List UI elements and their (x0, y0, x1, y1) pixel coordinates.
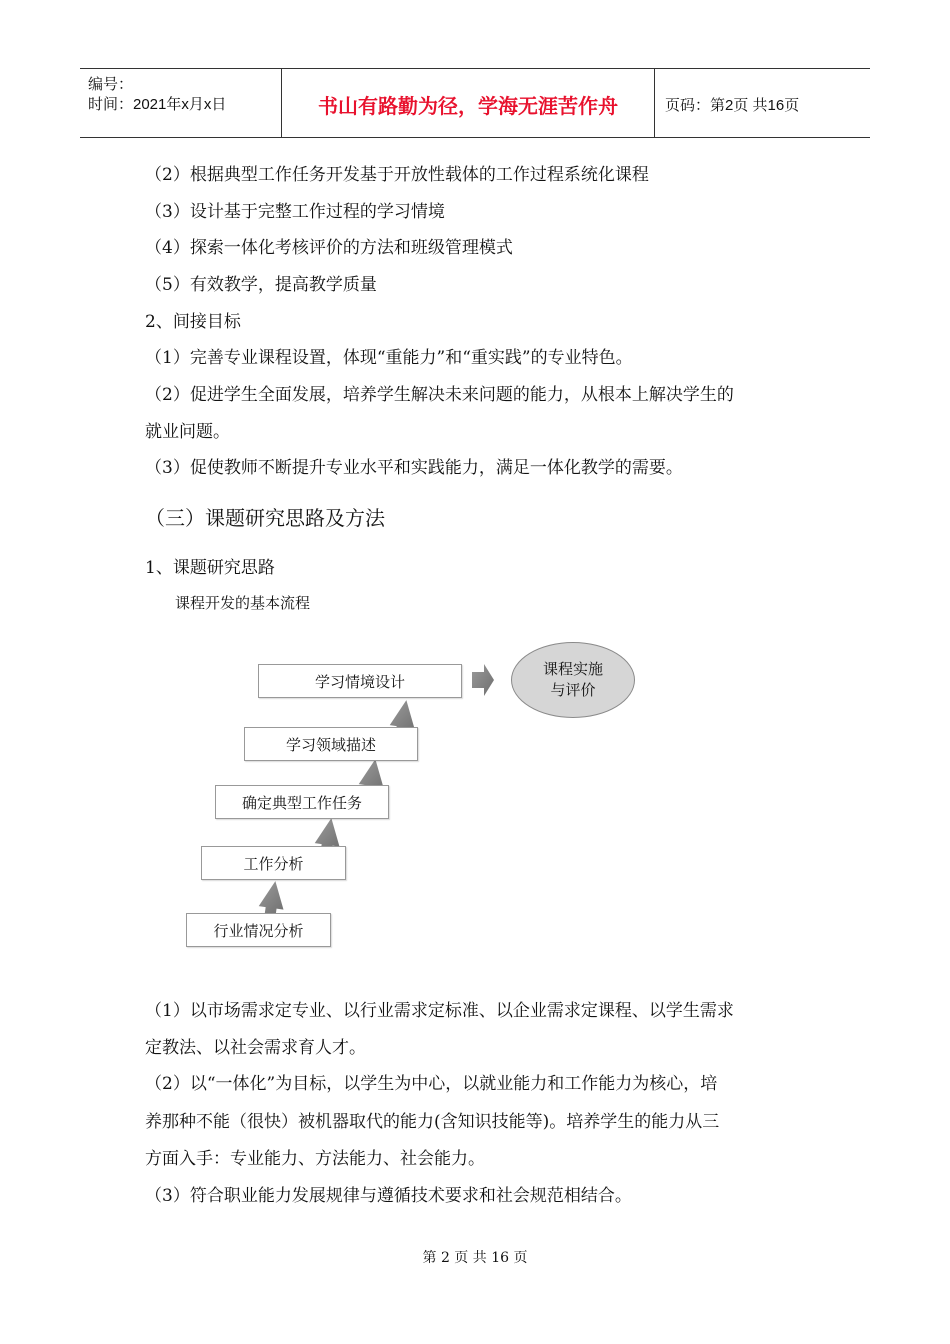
header-motto: 书山有路勤为径，学海无涯苦作舟 (318, 94, 618, 118)
flow-step-work-analysis: 工作分析 (201, 846, 346, 880)
document-time-label: 时间：2021年x月x日 (88, 96, 227, 113)
paragraph: 就业问题。 (145, 422, 230, 442)
diagram-caption: 课程开发的基本流程 (175, 595, 311, 612)
paragraph: （2）根据典型工作任务开发基于开放性载体的工作过程系统化课程 (145, 165, 649, 185)
page-footer: 第 2 页 共 16 页 (422, 1250, 528, 1266)
flow-final-line2: 与评价 (550, 682, 596, 699)
flow-final-step (511, 642, 635, 718)
arrow-up-icon (258, 879, 288, 917)
paragraph: （3）设计基于完整工作过程的学习情境 (145, 202, 445, 222)
subsection-heading: 1、课题研究思路 (145, 558, 275, 578)
paragraph: （3）促使教师不断提升专业水平和实践能力，满足一体化教学的需要。 (145, 458, 683, 478)
paragraph: （3）符合职业能力发展规律与遵循技术要求和社会规范相结合。 (145, 1186, 632, 1206)
flow-step-industry-analysis: 行业情况分析 (186, 913, 331, 947)
flow-step-learning-situation: 学习情境设计 (258, 664, 462, 698)
paragraph: 方面入手：专业能力、方法能力、社会能力。 (145, 1149, 485, 1169)
paragraph: 定教法、以社会需求育人才。 (145, 1038, 366, 1058)
section-heading: （三）课题研究思路及方法 (145, 506, 385, 530)
paragraph: 2、间接目标 (145, 312, 241, 332)
paragraph: （2）促进学生全面发展，培养学生解决未来问题的能力，从根本上解决学生的 (145, 385, 734, 405)
flow-step-learning-field: 学习领域描述 (244, 727, 418, 761)
paragraph: 养那种不能（很快）被机器取代的能力(含知识技能等)。培养学生的能力从三 (145, 1112, 720, 1132)
paragraph: （4）探索一体化考核评价的方法和班级管理模式 (145, 238, 513, 258)
flow-final-line1: 课程实施 (542, 661, 603, 678)
document-number-label: 编号： (88, 76, 134, 93)
paragraph: （1）以市场需求定专业、以行业需求定标准、以企业需求定课程、以学生需求 (145, 1001, 734, 1021)
arrow-right-icon (472, 664, 494, 696)
flow-step-typical-task: 确定典型工作任务 (215, 785, 389, 819)
paragraph: （2）以“一体化”为目标，以学生为中心，以就业能力和工作能力为核心，培 (145, 1074, 718, 1094)
paragraph: （5）有效教学，提高教学质量 (145, 275, 377, 295)
paragraph: （1）完善专业课程设置，体现“重能力”和“重实践”的专业特色。 (145, 348, 633, 368)
header-page-info: 页码：第2页 共16页 (665, 97, 800, 114)
